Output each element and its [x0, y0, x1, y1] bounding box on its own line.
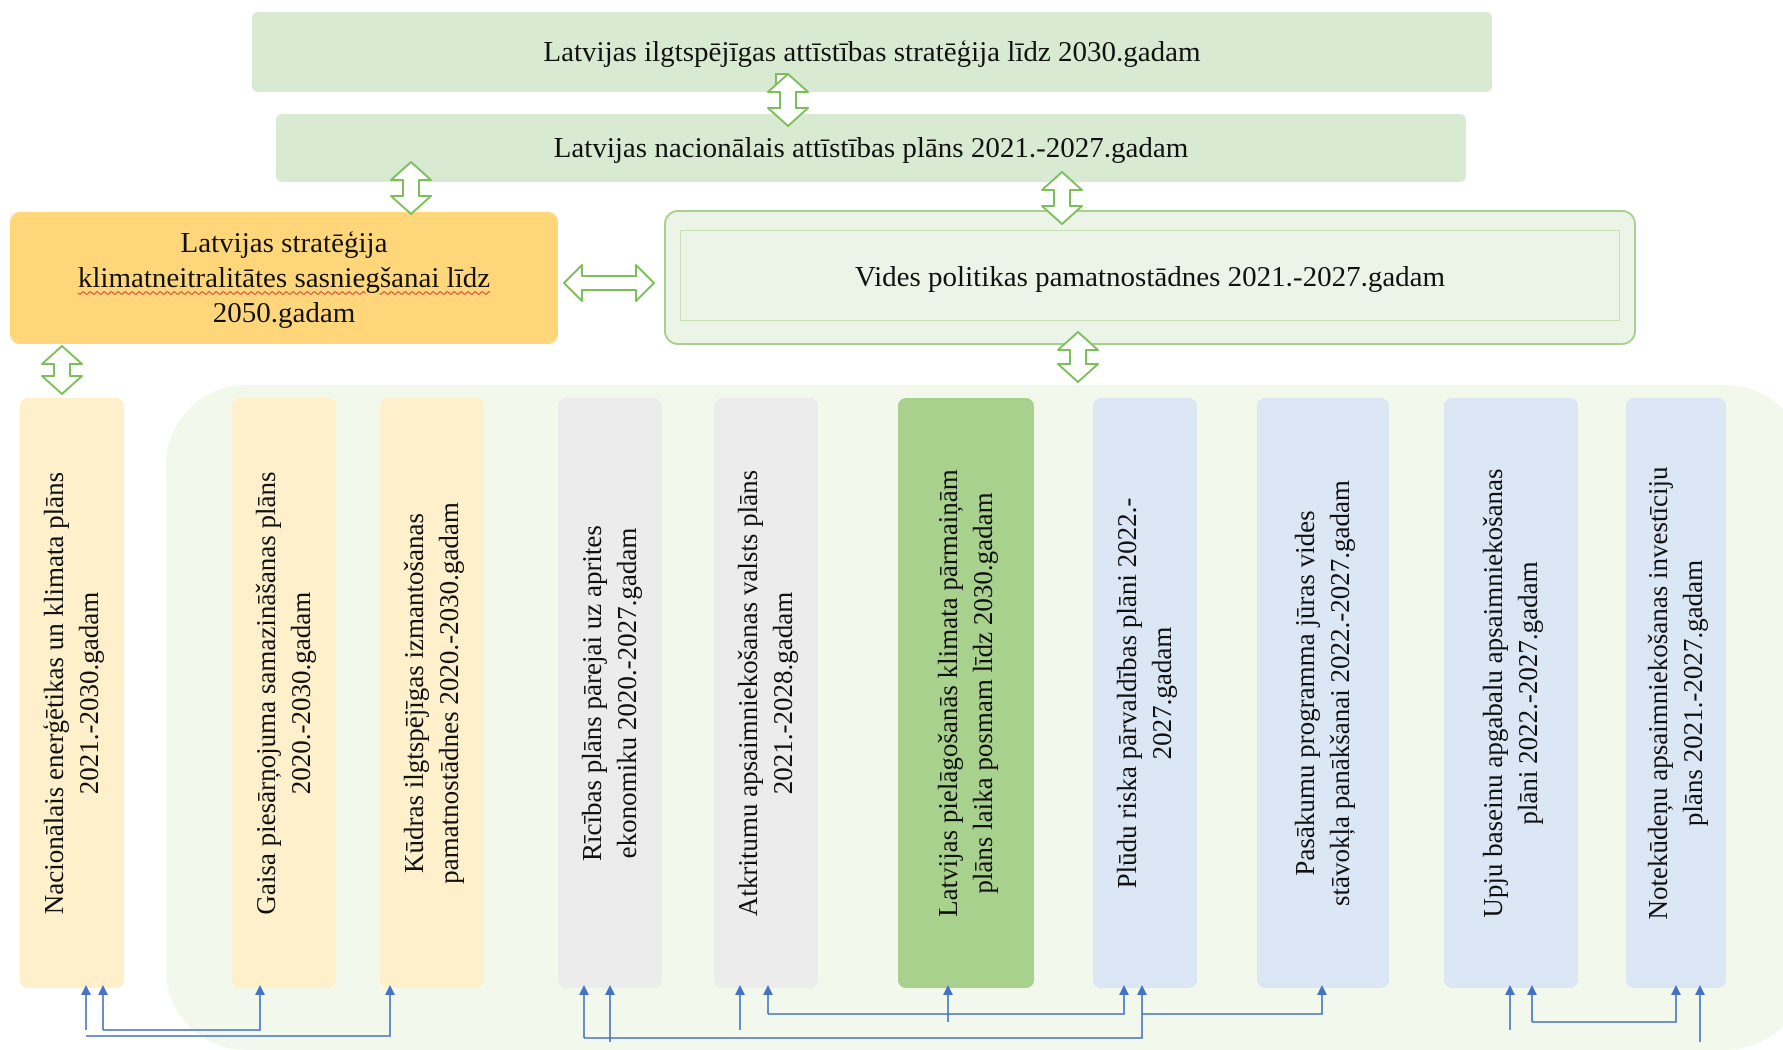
- arrowhead: [605, 985, 615, 995]
- arrowhead: [385, 985, 395, 995]
- plan-6-line2: plāns laika posmam līdz 2030.gadam: [968, 492, 998, 894]
- plan-1-line1: Nacionālais enerģētikas un klimata plāns: [39, 471, 69, 915]
- plan-9-line1: Upju baseinu apgabalu apsaimniekošanas: [1478, 468, 1508, 918]
- plan-2-line2: 2020.-2030.gadam: [286, 591, 316, 795]
- double-arrow-icon: [391, 162, 431, 214]
- climate-strategy-line2: klimatneitralitātes sasniegšanai līdz: [77, 261, 491, 294]
- connector-line: [768, 994, 1124, 1014]
- arrowhead: [1527, 985, 1537, 995]
- connector-line: [1532, 994, 1676, 1022]
- connector-line: [584, 994, 1142, 1038]
- double-arrow-icon: [1058, 332, 1098, 382]
- plan-10-line2: plāns 2021.-2027.gadam: [1678, 559, 1708, 827]
- double-arrow-icon: [768, 74, 808, 126]
- plan-7-line1: Plūdu riska pārvaldības plāni 2022.-: [1112, 497, 1142, 889]
- environment-policy-label: Vides politikas pamatnostādnes 2021.-2027.gadam: [854, 261, 1446, 293]
- arrowhead: [81, 985, 91, 995]
- double-arrow-icon: [1042, 172, 1082, 224]
- plan-9-line2: plāni 2022.-2027.gadam: [1513, 561, 1543, 825]
- arrowhead: [735, 985, 745, 995]
- connector-line: [610, 994, 1700, 1042]
- double-arrow-icon: [564, 265, 654, 301]
- arrowhead: [1317, 985, 1327, 995]
- plan-8-line1: Pasākumu programma jūras vides: [1290, 510, 1320, 876]
- plan-5-line1: Atkritumu apsaimniekošanas valsts plāns: [733, 469, 763, 917]
- arrowhead: [1505, 985, 1515, 995]
- arrowhead: [98, 985, 108, 995]
- plan-8-line2: stāvokļa panākšanai 2022.-2027.gadam: [1325, 480, 1355, 906]
- sustainable-strategy-2030-label: Latvijas ilgtspējīgas attīstības stratēģija līdz 2030.gadam: [543, 35, 1201, 68]
- plan-5-line2: 2021.-2028.gadam: [768, 591, 798, 795]
- national-development-plan-label: Latvijas nacionālais attīstības plāns 2021.-2027.gadam: [553, 131, 1189, 164]
- plan-4-line1: Rīcības plāns pārejai uz aprites: [577, 525, 607, 861]
- plan-6-line1: Latvijas pielāgošanās klimata pārmaiņām: [933, 469, 963, 917]
- plan-3-line1: Kūdras ilgtspējīgas izmantošanas: [399, 513, 429, 873]
- plan-2-line1: Gaisa piesārņojuma samazināšanas plāns: [251, 471, 281, 915]
- plan-3-line2: pamatnostādnes 2020.-2030.gadam: [434, 502, 464, 884]
- arrowhead: [1695, 985, 1705, 995]
- arrowhead: [1119, 985, 1129, 995]
- plan-4-line2: ekonomiku 2020.-2027.gadam: [612, 527, 642, 859]
- arrowhead: [579, 985, 589, 995]
- arrowhead: [1137, 985, 1147, 995]
- arrowhead: [763, 985, 773, 995]
- arrowhead: [943, 985, 953, 995]
- plan-1-line2: 2021.-2030.gadam: [74, 591, 104, 795]
- arrowhead: [1671, 985, 1681, 995]
- double-arrow-icon: [42, 346, 82, 394]
- arrowhead: [255, 985, 265, 995]
- plan-10-line1: Notekūdeņu apsaimniekošanas investīciju: [1643, 466, 1673, 920]
- plan-7-line2: 2027.gadam: [1147, 626, 1177, 760]
- connector-line: [103, 994, 260, 1030]
- climate-strategy-line1: Latvijas stratēģija: [180, 226, 388, 259]
- connector-line: [1142, 994, 1322, 1014]
- climate-strategy-line3: 2050.gadam: [212, 296, 356, 329]
